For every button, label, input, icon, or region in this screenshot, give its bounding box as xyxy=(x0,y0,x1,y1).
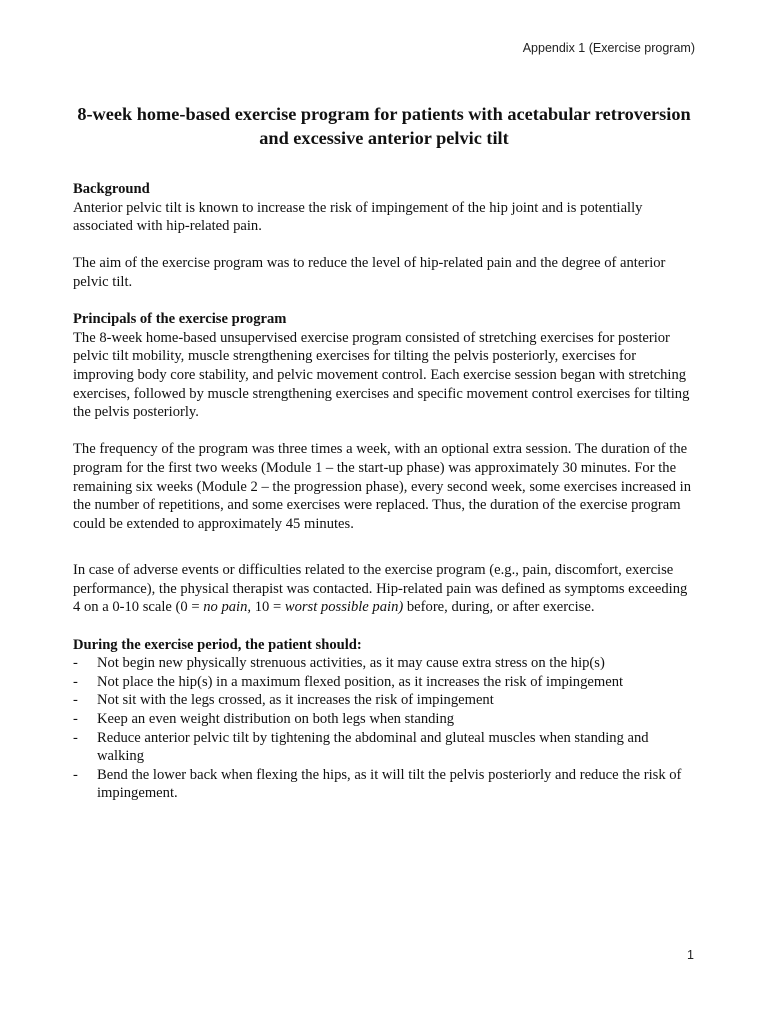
list-item-text: Not begin new physically strenuous activities, as it may cause extra stress on the hip(s) xyxy=(97,655,605,672)
appendix-header: Appendix 1 (Exercise program) xyxy=(522,41,695,55)
dash-bullet: - xyxy=(73,692,78,709)
list-item-text: Bend the lower back when flexing the hips, as it will tilt the pelvis posteriorly and reduce the risk of impingement. xyxy=(97,766,682,802)
patient-should-heading: During the exercise period, the patient should: xyxy=(73,636,362,653)
paragraph-3-text-c: before, during, or after exercise. xyxy=(403,599,595,616)
page-number: 1 xyxy=(687,948,694,962)
list-item xyxy=(73,691,695,710)
paragraph-3-no-pain: no pain, xyxy=(203,599,252,616)
background-paragraph-1: Anterior pelvic tilt is known to increase the risk of impingement of the hip joint and is potentially associated with hip-related pain. xyxy=(73,199,643,235)
list-item-text: Not place the hip(s) in a maximum flexed position, as it increases the risk of impingement xyxy=(97,673,624,690)
list-item xyxy=(73,673,695,692)
dash-bullet: - xyxy=(73,711,78,728)
list-item-text: Reduce anterior pelvic tilt by tightening the abdominal and gluteal muscles when standing and walking xyxy=(97,729,649,765)
principals-section xyxy=(73,310,695,617)
list-item-text: Not sit with the legs crossed, as it increases the risk of impingement xyxy=(97,692,494,709)
dash-bullet: - xyxy=(73,673,78,690)
principals-paragraph-1: The 8-week home-based unsupervised exercise program consisted of stretching exercises for posterior pelvic tilt mobility, muscle strengthening exercises for tilting the pelvis posteriorly, exercises for improving body core stability, and pelvic movement control. Each exercise session began with stretching exercises, followed by muscle strengthening exercises and specific movement control exercises for tilting the pelvis posteriorly. xyxy=(73,329,690,421)
background-paragraph-2: The aim of the exercise program was to reduce the level of hip-related pain and the degree of anterior pelvic tilt. xyxy=(73,255,666,290)
principals-heading: Principals of the exercise program xyxy=(73,311,287,328)
list-item xyxy=(73,710,695,729)
list-item xyxy=(73,729,695,766)
list-item xyxy=(73,654,695,673)
paragraph-3-text-b: 10 = xyxy=(251,599,285,616)
list-item xyxy=(73,766,695,803)
patient-should-section xyxy=(73,636,695,803)
principals-paragraph-3 xyxy=(73,561,695,617)
patient-should-list xyxy=(73,654,695,803)
list-item-text: Keep an even weight distribution on both legs when standing xyxy=(97,711,455,728)
background-heading: Background xyxy=(73,181,150,197)
paragraph-3-worst-pain: worst possible pain) xyxy=(284,599,404,616)
dash-bullet: - xyxy=(73,655,78,672)
document-body xyxy=(73,102,695,803)
paragraph-3-text-a: In case of adverse events or difficulties related to the exercise program (e.g., pain, discomfort, exercise performance), the physical therapist was contacted. Hip-related pain was defined as symptoms exceeding 4 on a 0-10 scale (0 = xyxy=(73,562,688,616)
principals-paragraph-2: The frequency of the program was three times a week, with an optional extra session. The duration of the program for the first two weeks (Module 1 – the start-up phase) was approximately 30 minutes. For the remaining six weeks (Module 2 – the progression phase), every second week, some exercises increased in the number of repetitions, and some exercises were replaced. Thus, the duration of the exercise program could be extended to approximately 45 minutes. xyxy=(73,441,692,532)
background-section xyxy=(73,180,695,292)
dash-bullet: - xyxy=(73,766,78,783)
dash-bullet: - xyxy=(73,729,78,746)
document-title: 8-week home-based exercise program for patients with acetabular retroversion and excessive anterior pelvic tilt xyxy=(77,104,691,148)
